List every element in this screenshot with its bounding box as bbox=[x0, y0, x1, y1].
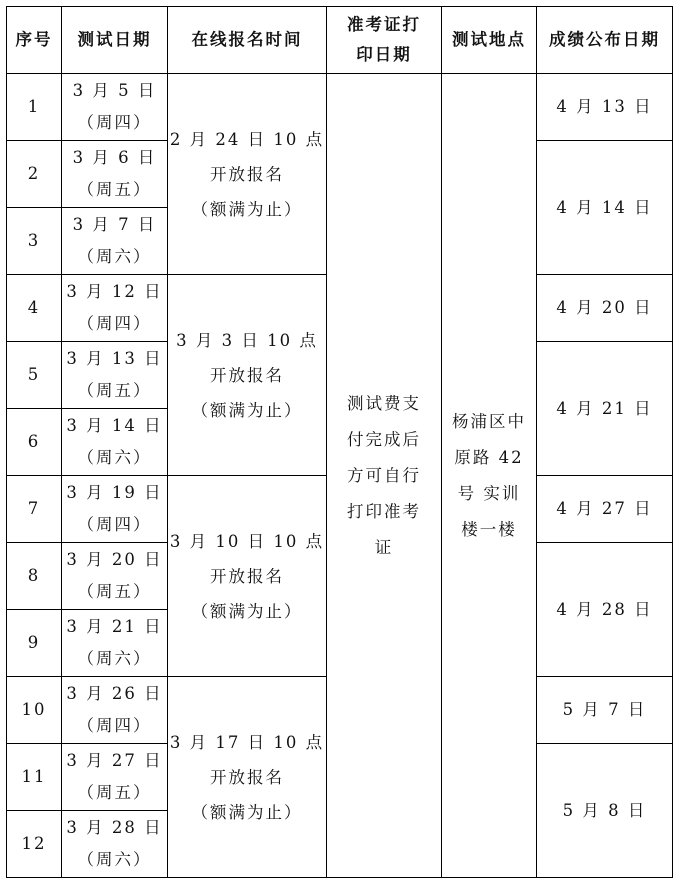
result-date-cell: 4 月 27 日 bbox=[537, 476, 673, 543]
header-admit-print-line-1: 准考证打 bbox=[347, 15, 421, 34]
test-date-cell bbox=[62, 208, 168, 275]
test-weekday: （周四） bbox=[77, 314, 152, 333]
seq-cell: 8 bbox=[7, 543, 62, 610]
test-date-cell bbox=[62, 342, 168, 409]
test-weekday: （周五） bbox=[77, 381, 152, 400]
registration-limit-note: （额满为止） bbox=[191, 601, 303, 621]
registration-cell bbox=[168, 476, 327, 677]
test-date: 3 月 26 日 bbox=[66, 684, 163, 703]
seq-cell: 4 bbox=[7, 275, 62, 342]
seq-cell: 3 bbox=[7, 208, 62, 275]
header-location: 测试地点 bbox=[442, 7, 537, 74]
registration-limit-note: （额满为止） bbox=[191, 199, 303, 219]
test-weekday: （周五） bbox=[77, 582, 152, 601]
test-date: 3 月 7 日 bbox=[72, 215, 157, 234]
test-date: 3 月 19 日 bbox=[66, 483, 163, 502]
result-date-cell: 4 月 20 日 bbox=[537, 275, 673, 342]
test-date: 3 月 27 日 bbox=[66, 751, 163, 770]
test-weekday: （周五） bbox=[77, 783, 152, 802]
test-date-cell bbox=[62, 74, 168, 141]
registration-cell bbox=[168, 275, 327, 476]
seq-cell: 11 bbox=[7, 744, 62, 811]
test-date-cell bbox=[62, 744, 168, 811]
registration-cell bbox=[168, 677, 327, 878]
test-weekday: （周六） bbox=[77, 247, 152, 266]
test-weekday: （周六） bbox=[77, 448, 152, 467]
location-line: 原路 42 bbox=[454, 447, 524, 467]
registration-open-time: 3 月 3 日 10 点 bbox=[176, 330, 318, 350]
location-line: 号 实训 bbox=[457, 483, 521, 503]
registration-open-time: 3 月 10 日 10 点 bbox=[169, 531, 325, 551]
registration-open-time: 3 月 17 日 10 点 bbox=[169, 732, 325, 752]
header-seq: 序号 bbox=[7, 7, 62, 74]
registration-cell bbox=[168, 74, 327, 275]
test-weekday: （周五） bbox=[77, 180, 152, 199]
test-date-cell bbox=[62, 476, 168, 543]
header-admit-print-date bbox=[327, 7, 442, 74]
admit-print-line: 测试费支 bbox=[347, 393, 421, 413]
test-date-cell bbox=[62, 610, 168, 677]
test-date: 3 月 5 日 bbox=[72, 81, 157, 100]
result-date-cell: 4 月 28 日 bbox=[537, 543, 673, 677]
registration-open-label: 开放报名 bbox=[210, 566, 284, 586]
result-date-cell: 4 月 14 日 bbox=[537, 141, 673, 275]
test-date: 3 月 6 日 bbox=[72, 148, 157, 167]
test-weekday: （周四） bbox=[77, 515, 152, 534]
test-date-cell bbox=[62, 275, 168, 342]
test-date: 3 月 12 日 bbox=[66, 282, 163, 301]
admit-print-line: 打印准考 bbox=[347, 501, 421, 521]
registration-limit-note: （额满为止） bbox=[191, 802, 303, 822]
seq-cell: 1 bbox=[7, 74, 62, 141]
header-test-date: 测试日期 bbox=[62, 7, 168, 74]
header-admit-print-line-2: 印日期 bbox=[356, 45, 412, 64]
test-date-cell bbox=[62, 543, 168, 610]
test-weekday: （周四） bbox=[77, 716, 152, 735]
seq-cell: 12 bbox=[7, 811, 62, 878]
registration-open-label: 开放报名 bbox=[210, 767, 284, 787]
table-row bbox=[7, 74, 673, 141]
seq-cell: 7 bbox=[7, 476, 62, 543]
result-date-cell: 5 月 7 日 bbox=[537, 677, 673, 744]
seq-cell: 10 bbox=[7, 677, 62, 744]
seq-cell: 2 bbox=[7, 141, 62, 208]
admit-print-cell bbox=[327, 74, 442, 878]
test-date: 3 月 28 日 bbox=[66, 818, 163, 837]
location-line: 楼一楼 bbox=[461, 519, 517, 539]
test-date: 3 月 20 日 bbox=[66, 550, 163, 569]
registration-open-label: 开放报名 bbox=[210, 365, 284, 385]
result-date-cell: 5 月 8 日 bbox=[537, 744, 673, 878]
registration-open-time: 2 月 24 日 10 点 bbox=[169, 129, 325, 149]
exam-schedule-table bbox=[6, 6, 673, 878]
test-date-cell bbox=[62, 811, 168, 878]
admit-print-line: 付完成后 bbox=[347, 429, 421, 449]
test-date: 3 月 13 日 bbox=[66, 349, 163, 368]
header-online-registration: 在线报名时间 bbox=[168, 7, 327, 74]
test-date-cell bbox=[62, 141, 168, 208]
test-date: 3 月 14 日 bbox=[66, 416, 163, 435]
header-result-date: 成绩公布日期 bbox=[537, 7, 673, 74]
test-date-cell bbox=[62, 409, 168, 476]
test-weekday: （周四） bbox=[77, 113, 152, 132]
test-date: 3 月 21 日 bbox=[66, 617, 163, 636]
registration-limit-note: （额满为止） bbox=[191, 400, 303, 420]
location-line: 杨浦区中 bbox=[452, 411, 526, 431]
header-row bbox=[7, 7, 673, 74]
result-date-cell: 4 月 21 日 bbox=[537, 342, 673, 476]
result-date-cell: 4 月 13 日 bbox=[537, 74, 673, 141]
admit-print-line: 证 bbox=[374, 537, 394, 557]
test-weekday: （周六） bbox=[77, 850, 152, 869]
seq-cell: 6 bbox=[7, 409, 62, 476]
registration-open-label: 开放报名 bbox=[210, 164, 284, 184]
admit-print-line: 方可自行 bbox=[347, 465, 421, 485]
test-weekday: （周六） bbox=[77, 649, 152, 668]
seq-cell: 9 bbox=[7, 610, 62, 677]
seq-cell: 5 bbox=[7, 342, 62, 409]
test-date-cell bbox=[62, 677, 168, 744]
location-cell bbox=[442, 74, 537, 878]
